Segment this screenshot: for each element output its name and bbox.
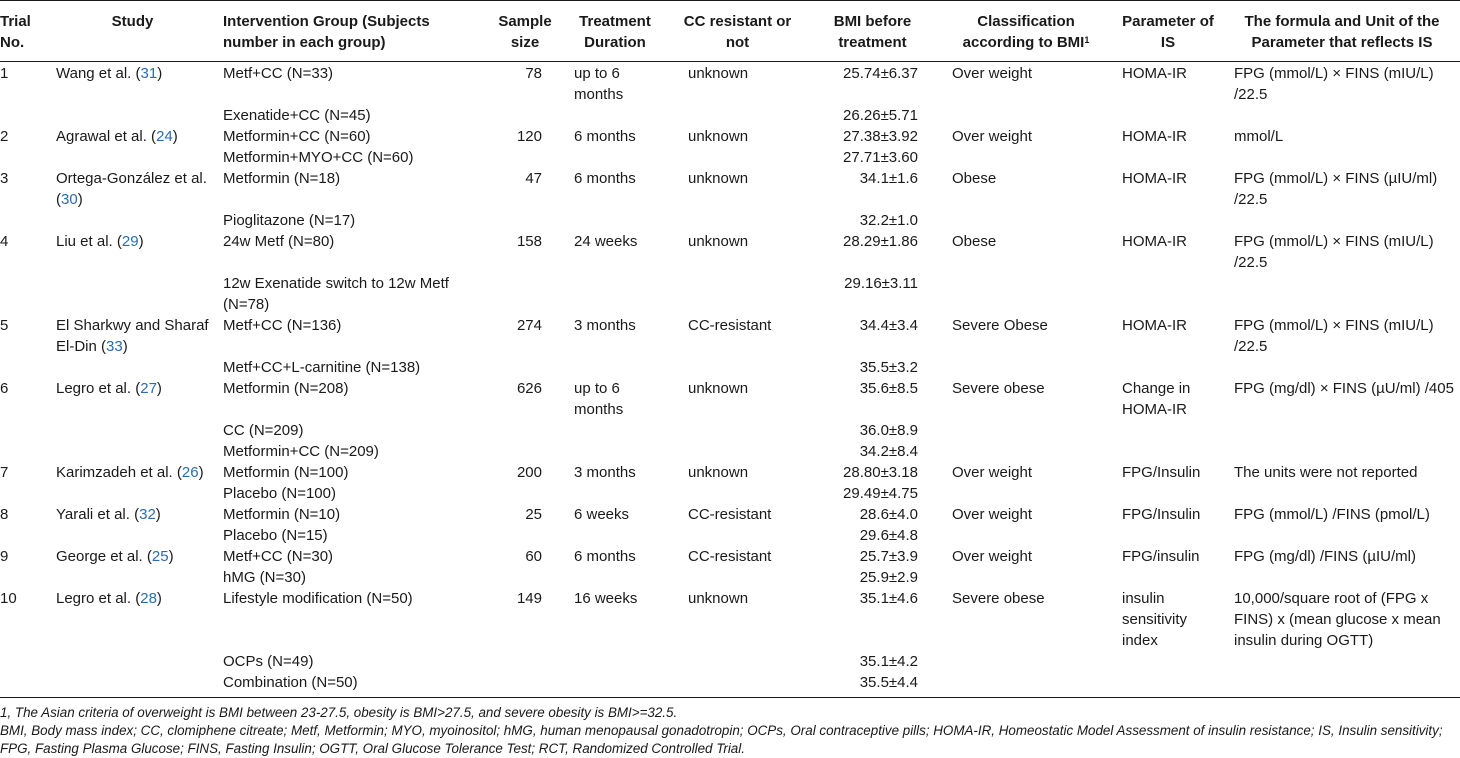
cell-cc-resistant: unknown [688,590,749,607]
cell-bmi: 35.1±4.2 [859,653,918,670]
cell-empty [1112,147,1224,168]
cell-empty [940,525,1112,546]
cell-trial-no: 7 [0,464,9,481]
cell-empty [670,525,805,546]
cell-empty [670,105,805,126]
cell-formula: FPG (mg/dl) × FINS (µU/ml) /405 [1234,380,1454,397]
header-classification-text: Classification according to BMI [962,13,1085,51]
cell-empty [670,651,805,672]
cell-cc-resistant: CC-resistant [688,548,772,565]
cell-empty [1224,210,1460,231]
cell-empty [490,420,560,441]
header-sample-size: Sample size [490,1,560,62]
cell-empty [0,357,50,378]
table-row [0,462,1460,483]
cell-empty [1112,672,1224,697]
table-subrow [0,105,1460,126]
cell-empty [560,441,670,462]
cell-trial-no: 10 [0,590,17,607]
table-subrow [0,357,1460,378]
cell-cc-resistant: CC-resistant [688,317,772,334]
cell-empty [940,483,1112,504]
cell-empty [50,273,215,315]
cell-trial-no: 4 [0,233,9,250]
cell-classification: Obese [952,170,997,187]
cell-formula: FPG (mg/dl) /FINS (µIU/ml) [1234,548,1416,565]
cell-intervention-group: Pioglitazone (N=17) [223,212,356,229]
cell-empty [0,672,50,697]
cell-intervention-group: Metformin (N=208) [223,380,349,397]
cell-parameter: HOMA-IR [1122,65,1187,82]
cell-sample-size: 25 [525,506,542,523]
cell-sample-size: 120 [516,128,542,145]
cell-parameter: Change in HOMA-IR [1122,380,1191,418]
table-row [0,546,1460,567]
header-classification [940,1,1112,62]
cell-formula: FPG (mmol/L) × FINS (mIU/L) /22.5 [1234,317,1434,355]
citation-link: 25 [151,548,169,565]
cell-intervention-group: 24w Metf (N=80) [223,233,335,250]
cell-sample-size: 158 [516,233,542,250]
cell-intervention-group: 12w Exenatide switch to 12w Metf (N=78) [223,275,449,313]
cell-bmi: 25.74±6.37 [843,65,918,82]
cell-empty [940,651,1112,672]
header-intervention-group: Intervention Group (Subjects number in each group) [215,1,490,62]
cell-empty [490,210,560,231]
cell-empty [1112,441,1224,462]
cell-cc-resistant: unknown [688,128,749,145]
cell-empty [1224,483,1460,504]
footnote-marker: 1 [1084,35,1090,45]
cell-empty [1224,567,1460,588]
cell-intervention-group: Lifestyle modification (N=50) [223,590,413,607]
cell-treatment-duration: 3 months [574,464,636,481]
cell-empty [1112,357,1224,378]
cell-empty [1224,441,1460,462]
cell-sample-size: 60 [525,548,542,565]
table-subrow [0,420,1460,441]
cell-intervention-group: hMG (N=30) [223,569,306,586]
cell-treatment-duration: 16 weeks [574,590,638,607]
cell-intervention-group: Combination (N=50) [223,674,358,691]
cell-empty [1112,210,1224,231]
cell-classification: Over weight [952,506,1033,523]
cell-empty [490,441,560,462]
cell-cc-resistant: CC-resistant [688,506,772,523]
cell-bmi: 26.26±5.71 [843,107,918,124]
cell-empty [50,210,215,231]
study-name: Legro et al. [56,590,132,607]
cell-study: Karimzadeh et al. (26) [56,464,204,481]
cell-treatment-duration: 6 weeks [574,506,630,523]
cell-empty [1224,357,1460,378]
cell-empty [490,672,560,697]
header-study: Study [50,1,215,62]
cell-empty [560,273,670,315]
cell-empty [490,567,560,588]
cell-sample-size: 274 [516,317,542,334]
citation-link: 32 [139,506,156,523]
cell-empty [1224,420,1460,441]
table-row [0,126,1460,147]
cell-trial-no: 9 [0,548,9,565]
cell-empty [670,567,805,588]
cell-empty [490,357,560,378]
cell-treatment-duration: 24 weeks [574,233,638,250]
cell-empty [1112,273,1224,315]
header-treatment-duration: Treatment Duration [560,1,670,62]
cell-bmi: 32.2±1.0 [859,212,918,229]
cell-empty [490,651,560,672]
cell-intervention-group: Metformin+MYO+CC (N=60) [223,149,414,166]
cell-empty [490,147,560,168]
cell-empty [0,567,50,588]
cell-intervention-group: Metformin (N=18) [223,170,341,187]
cell-empty [490,105,560,126]
cell-empty [940,567,1112,588]
header-cc-resistant: CC resistant or not [670,1,805,62]
table-subrow [0,483,1460,504]
cell-cc-resistant: unknown [688,233,749,250]
cell-bmi: 28.80±3.18 [843,464,918,481]
cell-empty [670,441,805,462]
cell-intervention-group: Metf+CC (N=33) [223,65,334,82]
table-header [0,1,1460,62]
cell-empty [1224,651,1460,672]
cell-empty [940,441,1112,462]
cell-classification: Over weight [952,128,1033,145]
cell-empty [1224,147,1460,168]
cell-classification: Over weight [952,464,1033,481]
table-footnotes [0,704,1460,758]
table-subrow [0,147,1460,168]
cell-empty [560,567,670,588]
cell-sample-size: 149 [516,590,542,607]
cell-empty [50,672,215,697]
cell-empty [1112,525,1224,546]
cell-empty [0,273,50,315]
cell-cc-resistant: unknown [688,65,749,82]
cell-trial-no: 5 [0,317,9,334]
cell-trial-no: 8 [0,506,9,523]
cell-bmi: 28.29±1.86 [843,233,918,250]
citation-link: 29 [121,233,139,250]
cell-parameter: HOMA-IR [1122,170,1187,187]
study-name: Legro et al. [56,380,132,397]
cell-study: George et al. (25) [56,548,174,565]
cell-formula: FPG (mmol/L) × FINS (µIU/ml) /22.5 [1234,170,1438,208]
study-name: Agrawal et al. [56,128,147,145]
table-subrow [0,651,1460,672]
cell-empty [560,105,670,126]
cell-empty [50,525,215,546]
cell-parameter: insulin sensitivity index [1122,590,1188,649]
cell-classification: Obese [952,233,997,250]
cell-formula: FPG (mmol/L) × FINS (mIU/L) /22.5 [1234,233,1434,271]
table-row [0,62,1460,106]
cell-intervention-group: Metformin+CC (N=60) [223,128,371,145]
cell-intervention-group: Metf+CC+L-carnitine (N=138) [223,359,421,376]
cell-empty [670,672,805,697]
cell-bmi: 25.9±2.9 [859,569,918,586]
cell-empty [560,210,670,231]
cell-bmi: 27.71±3.60 [843,149,918,166]
cell-classification: Over weight [952,65,1033,82]
citation-link: 31 [140,65,158,82]
cell-empty [50,651,215,672]
cell-bmi: 35.6±8.5 [859,380,918,397]
cell-formula: mmol/L [1234,128,1284,145]
header-trial-no: Trial No. [0,1,50,62]
cell-empty [670,420,805,441]
cell-empty [1112,420,1224,441]
cell-study: El Sharkwy and Sharaf El-Din (33) [56,317,209,355]
cell-bmi: 34.2±8.4 [859,443,918,460]
table-row [0,231,1460,273]
cell-sample-size: 626 [516,380,542,397]
table-subrow [0,441,1460,462]
cell-empty [1112,651,1224,672]
table-subrow [0,567,1460,588]
cell-empty [940,147,1112,168]
cell-bmi: 36.0±8.9 [859,422,918,439]
cell-empty [0,147,50,168]
study-name: Wang et al. [56,65,132,82]
cell-empty [1224,525,1460,546]
cell-treatment-duration: up to 6 months [574,380,624,418]
cell-empty [0,210,50,231]
cell-intervention-group: Exenatide+CC (N=45) [223,107,371,124]
cell-empty [50,567,215,588]
cell-empty [670,357,805,378]
cell-empty [0,441,50,462]
cell-bmi: 34.4±3.4 [859,317,918,334]
table-body [0,62,1460,698]
cell-study: Legro et al. (27) [56,380,162,397]
cell-empty [560,672,670,697]
cell-empty [670,273,805,315]
cell-empty [50,483,215,504]
cell-empty [670,483,805,504]
table-subrow [0,273,1460,315]
cell-classification: Severe obese [952,380,1045,397]
cell-classification: Severe obese [952,590,1045,607]
cell-trial-no: 3 [0,170,9,187]
cell-empty [0,483,50,504]
cell-treatment-duration: up to 6 months [574,65,624,103]
cell-formula: The units were not reported [1234,464,1418,481]
cell-empty [940,672,1112,697]
cell-formula: FPG (mmol/L) × FINS (mIU/L) /22.5 [1234,65,1434,103]
cell-bmi: 29.6±4.8 [859,527,918,544]
cell-study: Agrawal et al. (24) [56,128,178,145]
cell-intervention-group: Metformin (N=10) [223,506,341,523]
footnote-abbreviations: BMI, Body mass index; CC, clomiphene citreate; Metf, Metformin; MYO, myoinositol; hMG, human menopausal gonadotropin; OCPs, Oral contraceptive pills; HOMA-IR, Homeostatic Model Assessment of insulin resistance; IS, Insulin sensitivity; FPG, Fasting Plasma Glucose; FINS, Fasting Insulin; OGTT, Oral Glucose Tolerance Test; RCT, Randomized Controlled Trial. [0,723,1443,756]
cell-intervention-group: Metf+CC (N=136) [223,317,342,334]
cell-empty [670,147,805,168]
table-row [0,378,1460,420]
cell-trial-no: 2 [0,128,9,145]
citation-link: 33 [106,338,123,355]
citation-link: 24 [156,128,173,145]
cell-parameter: HOMA-IR [1122,233,1187,250]
cell-sample-size: 200 [516,464,542,481]
cell-empty [560,483,670,504]
cell-empty [560,651,670,672]
cell-empty [1224,273,1460,315]
cell-bmi: 35.5±3.2 [859,359,918,376]
study-name: George et al. [56,548,143,565]
cell-empty [50,357,215,378]
cell-bmi: 29.49±4.75 [843,485,918,502]
cell-cc-resistant: unknown [688,464,749,481]
cell-parameter: FPG/insulin [1122,548,1200,565]
cell-study: Liu et al. (29) [56,233,144,250]
cell-bmi: 25.7±3.9 [859,548,918,565]
table-row [0,588,1460,651]
cell-study: Legro et al. (28) [56,590,162,607]
study-name: El Sharkwy and Sharaf El-Din [56,317,209,355]
cell-empty [560,147,670,168]
cell-empty [560,420,670,441]
cell-empty [940,273,1112,315]
cell-empty [490,525,560,546]
cell-empty [940,420,1112,441]
cell-sample-size: 78 [525,65,542,82]
cell-empty [0,105,50,126]
cell-sample-size: 47 [525,170,542,187]
cell-study: Ortega-González et al. (30) [56,170,207,208]
cell-empty [1224,672,1460,697]
table-subrow [0,525,1460,546]
cell-study: Wang et al. (31) [56,65,163,82]
study-name: Yarali et al. [56,506,130,523]
cell-empty [0,525,50,546]
header-formula-unit: The formula and Unit of the Parameter that reflects IS [1224,1,1460,62]
cell-empty [0,420,50,441]
cell-empty [0,651,50,672]
study-name: Ortega-González et al. [56,170,207,187]
cell-empty [1224,105,1460,126]
cell-empty [670,210,805,231]
cell-empty [1112,105,1224,126]
cell-empty [1112,567,1224,588]
cell-empty [940,210,1112,231]
cell-empty [940,105,1112,126]
cell-empty [50,420,215,441]
citation-link: 30 [61,191,78,208]
cell-trial-no: 1 [0,65,9,82]
citation-link: 27 [140,380,157,397]
cell-empty [50,441,215,462]
table-bottom-rule [0,697,1460,698]
cell-treatment-duration: 6 months [574,548,636,565]
cell-formula: FPG (mmol/L) /FINS (pmol/L) [1234,506,1430,523]
cell-parameter: FPG/Insulin [1122,464,1201,481]
cell-treatment-duration: 6 months [574,170,636,187]
cell-bmi: 29.16±3.11 [844,275,918,292]
cell-empty [560,525,670,546]
cell-parameter: FPG/Insulin [1122,506,1201,523]
table-row [0,168,1460,210]
cell-empty [490,273,560,315]
cell-bmi: 35.5±4.4 [859,674,918,691]
header-parameter-is: Parameter of IS [1112,1,1224,62]
cell-bmi: 34.1±1.6 [859,170,918,187]
cell-classification: Over weight [952,548,1033,565]
cell-empty [560,357,670,378]
cell-parameter: HOMA-IR [1122,317,1187,334]
cell-parameter: HOMA-IR [1122,128,1187,145]
cell-empty [490,483,560,504]
table-row [0,315,1460,357]
cell-intervention-group: CC (N=209) [223,422,304,439]
cell-classification: Severe Obese [952,317,1048,334]
cell-study: Yarali et al. (32) [56,506,161,523]
study-name: Liu et al. [56,233,113,250]
cell-intervention-group: Metf+CC (N=30) [223,548,334,565]
cell-intervention-group: OCPs (N=49) [223,653,314,670]
study-name: Karimzadeh et al. [56,464,173,481]
cell-bmi: 35.1±4.6 [859,590,918,607]
citation-link: 28 [140,590,157,607]
cell-intervention-group: Placebo (N=15) [223,527,328,544]
cell-intervention-group: Metformin+CC (N=209) [223,443,379,460]
cell-empty [940,357,1112,378]
cell-empty [50,105,215,126]
citation-link: 26 [181,464,199,481]
table-subrow [0,672,1460,697]
table-subrow [0,210,1460,231]
cell-cc-resistant: unknown [688,170,749,187]
cell-bmi: 28.6±4.0 [859,506,918,523]
table-row [0,504,1460,525]
cell-treatment-duration: 3 months [574,317,636,334]
cell-treatment-duration: 6 months [574,128,636,145]
footnote-asian-criteria: 1, The Asian criteria of overweight is BMI between 23-27.5, obesity is BMI>27.5, and severe obesity is BMI>=32.5. [0,705,678,720]
cell-formula: 10,000/square root of (FPG x FINS) x (mean glucose x mean insulin during OGTT) [1234,590,1441,649]
cell-empty [50,147,215,168]
cell-intervention-group: Metformin (N=100) [223,464,349,481]
cell-cc-resistant: unknown [688,380,749,397]
header-bmi-before: BMI before treatment [805,1,940,62]
cell-intervention-group: Placebo (N=100) [223,485,336,502]
cell-trial-no: 6 [0,380,9,397]
cell-empty [1112,483,1224,504]
cell-bmi: 27.38±3.92 [843,128,918,145]
